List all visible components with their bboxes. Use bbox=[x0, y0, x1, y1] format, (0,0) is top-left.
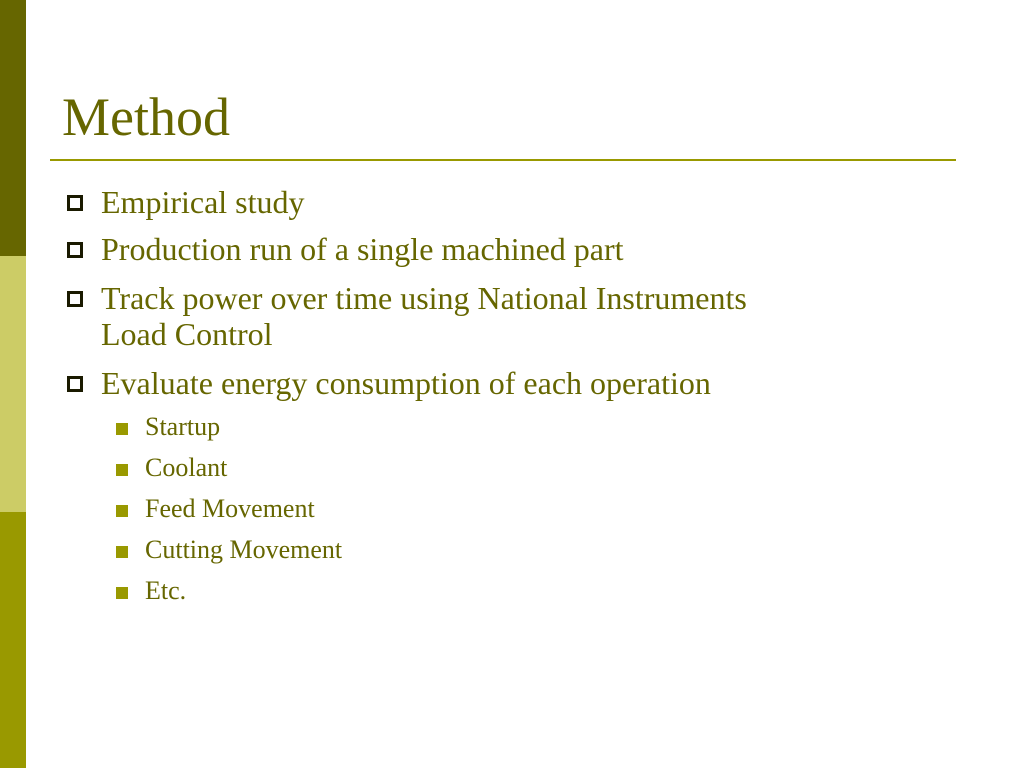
filled-square-bullet-icon bbox=[116, 587, 128, 599]
filled-square-bullet-icon bbox=[116, 464, 128, 476]
bullet-item bbox=[101, 231, 981, 267]
sub-bullet-text: Feed Movement bbox=[145, 494, 315, 523]
sub-bullet-text: Cutting Movement bbox=[145, 535, 343, 564]
sub-bullet-item bbox=[145, 412, 220, 442]
bullet-text: Empirical study bbox=[101, 184, 305, 220]
filled-square-bullet-icon bbox=[116, 505, 128, 517]
filled-square-bullet-icon bbox=[116, 546, 128, 558]
hollow-square-bullet-icon bbox=[67, 376, 83, 392]
sub-bullet-item bbox=[145, 494, 315, 524]
sub-bullet-item bbox=[145, 535, 342, 565]
bullet-text: Track power over time using National Instruments bbox=[101, 280, 747, 316]
hollow-square-bullet-icon bbox=[67, 291, 83, 307]
hollow-square-bullet-icon bbox=[67, 242, 83, 258]
bullet-text: Production run of a single machined part bbox=[101, 231, 624, 267]
bullet-text-line2: Load Control bbox=[101, 316, 273, 352]
bullet-text: Evaluate energy consumption of each operation bbox=[101, 365, 711, 401]
hollow-square-bullet-icon bbox=[67, 195, 83, 211]
sub-bullet-text: Coolant bbox=[145, 453, 228, 482]
bullet-item bbox=[101, 280, 981, 352]
sub-bullet-text: Etc. bbox=[145, 576, 187, 605]
slide-title: Method bbox=[62, 87, 230, 147]
bullet-item bbox=[101, 184, 981, 220]
sub-bullet-text: Startup bbox=[145, 412, 221, 441]
bullet-item bbox=[101, 365, 981, 401]
sub-bullet-item bbox=[145, 453, 227, 483]
sub-bullet-item bbox=[145, 576, 186, 606]
filled-square-bullet-icon bbox=[116, 423, 128, 435]
